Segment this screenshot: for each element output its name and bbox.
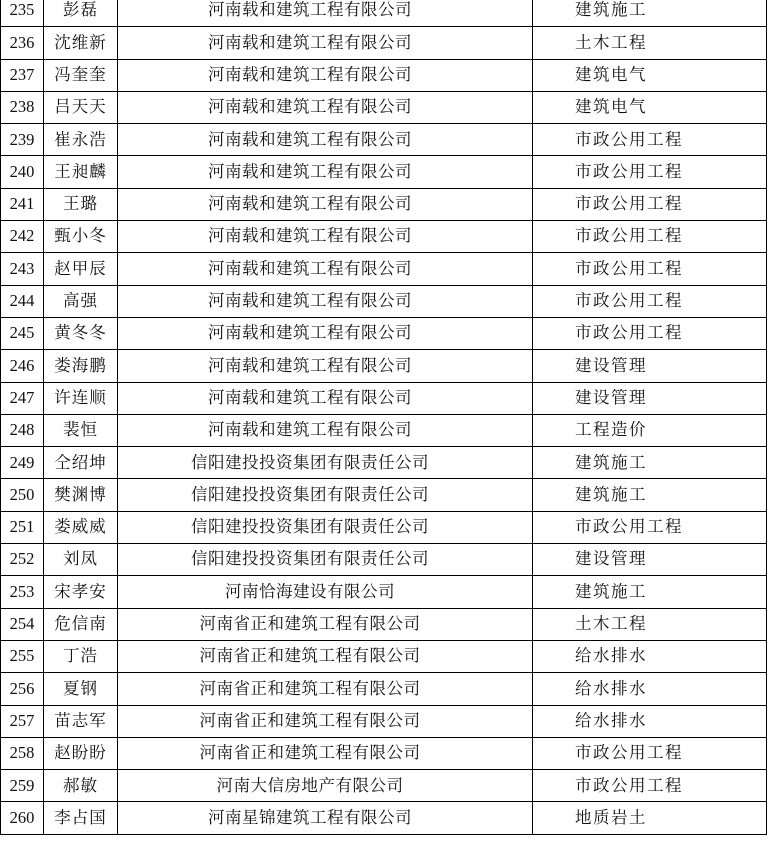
person-name: 娄威威 — [44, 511, 118, 543]
specialty: 市政公用工程 — [533, 737, 767, 769]
table-row — [1, 544, 767, 576]
person-name: 吕天天 — [44, 91, 118, 123]
specialty: 土木工程 — [533, 608, 767, 640]
person-name: 崔永浩 — [44, 124, 118, 156]
person-name: 危信南 — [44, 608, 118, 640]
table-row — [1, 317, 767, 349]
person-name: 彭磊 — [44, 0, 118, 27]
specialty: 土木工程 — [533, 27, 767, 59]
table-row — [1, 770, 767, 802]
row-number: 249 — [1, 447, 44, 479]
specialty: 建筑施工 — [533, 576, 767, 608]
row-number: 254 — [1, 608, 44, 640]
specialty: 市政公用工程 — [533, 124, 767, 156]
company-name: 河南载和建筑工程有限公司 — [118, 27, 533, 59]
row-number: 260 — [1, 802, 44, 834]
person-name: 郝敏 — [44, 770, 118, 802]
specialty: 给水排水 — [533, 673, 767, 705]
row-number: 256 — [1, 673, 44, 705]
specialty: 建设管理 — [533, 544, 767, 576]
table-row — [1, 640, 767, 672]
table-row — [1, 737, 767, 769]
company-name: 河南省正和建筑工程有限公司 — [118, 608, 533, 640]
person-name: 黄冬冬 — [44, 317, 118, 349]
table-row — [1, 221, 767, 253]
row-number: 245 — [1, 317, 44, 349]
person-name: 娄海鹏 — [44, 350, 118, 382]
specialty: 市政公用工程 — [533, 770, 767, 802]
specialty: 建设管理 — [533, 350, 767, 382]
row-number: 258 — [1, 737, 44, 769]
person-name: 丁浩 — [44, 640, 118, 672]
table-row — [1, 188, 767, 220]
person-name: 冯奎奎 — [44, 59, 118, 91]
table-row — [1, 479, 767, 511]
company-name: 河南载和建筑工程有限公司 — [118, 156, 533, 188]
row-number: 244 — [1, 285, 44, 317]
table-row — [1, 802, 767, 834]
company-name: 河南载和建筑工程有限公司 — [118, 0, 533, 27]
specialty: 建筑施工 — [533, 447, 767, 479]
row-number: 239 — [1, 124, 44, 156]
person-name: 甄小冬 — [44, 221, 118, 253]
roster-table-body — [1, 0, 767, 834]
specialty: 地质岩土 — [533, 802, 767, 834]
person-name: 赵甲辰 — [44, 253, 118, 285]
row-number: 247 — [1, 382, 44, 414]
table-row — [1, 350, 767, 382]
table-row — [1, 27, 767, 59]
company-name: 河南载和建筑工程有限公司 — [118, 59, 533, 91]
row-number: 255 — [1, 640, 44, 672]
row-number: 243 — [1, 253, 44, 285]
company-name: 河南载和建筑工程有限公司 — [118, 350, 533, 382]
row-number: 252 — [1, 544, 44, 576]
company-name: 河南载和建筑工程有限公司 — [118, 285, 533, 317]
specialty: 工程造价 — [533, 414, 767, 446]
company-name: 河南星锦建筑工程有限公司 — [118, 802, 533, 834]
company-name: 河南载和建筑工程有限公司 — [118, 253, 533, 285]
row-number: 240 — [1, 156, 44, 188]
row-number: 248 — [1, 414, 44, 446]
company-name: 河南载和建筑工程有限公司 — [118, 414, 533, 446]
person-name: 高强 — [44, 285, 118, 317]
table-row — [1, 414, 767, 446]
person-name: 赵盼盼 — [44, 737, 118, 769]
person-name: 宋孝安 — [44, 576, 118, 608]
company-name: 河南恰海建设有限公司 — [118, 576, 533, 608]
company-name: 河南载和建筑工程有限公司 — [118, 124, 533, 156]
specialty: 市政公用工程 — [533, 253, 767, 285]
company-name: 河南载和建筑工程有限公司 — [118, 382, 533, 414]
table-row — [1, 91, 767, 123]
person-name: 许连顺 — [44, 382, 118, 414]
table-row — [1, 253, 767, 285]
table-row — [1, 0, 767, 27]
company-name: 河南省正和建筑工程有限公司 — [118, 640, 533, 672]
company-name: 河南大信房地产有限公司 — [118, 770, 533, 802]
row-number: 242 — [1, 221, 44, 253]
person-name: 刘凤 — [44, 544, 118, 576]
company-name: 河南载和建筑工程有限公司 — [118, 317, 533, 349]
table-row — [1, 156, 767, 188]
specialty: 市政公用工程 — [533, 156, 767, 188]
specialty: 市政公用工程 — [533, 221, 767, 253]
table-row — [1, 511, 767, 543]
person-name: 李占国 — [44, 802, 118, 834]
person-name: 沈维新 — [44, 27, 118, 59]
company-name: 河南省正和建筑工程有限公司 — [118, 705, 533, 737]
row-number: 251 — [1, 511, 44, 543]
table-row — [1, 447, 767, 479]
person-name: 夏钢 — [44, 673, 118, 705]
specialty: 市政公用工程 — [533, 285, 767, 317]
company-name: 信阳建投投资集团有限责任公司 — [118, 511, 533, 543]
company-name: 信阳建投投资集团有限责任公司 — [118, 479, 533, 511]
company-name: 河南载和建筑工程有限公司 — [118, 221, 533, 253]
person-name: 王璐 — [44, 188, 118, 220]
row-number: 237 — [1, 59, 44, 91]
specialty: 市政公用工程 — [533, 317, 767, 349]
person-name: 樊渊博 — [44, 479, 118, 511]
specialty: 建筑施工 — [533, 479, 767, 511]
company-name: 信阳建投投资集团有限责任公司 — [118, 447, 533, 479]
row-number: 235 — [1, 0, 44, 27]
specialty: 建筑电气 — [533, 91, 767, 123]
specialty: 建筑电气 — [533, 59, 767, 91]
table-row — [1, 285, 767, 317]
table-row — [1, 608, 767, 640]
row-number: 250 — [1, 479, 44, 511]
row-number: 257 — [1, 705, 44, 737]
row-number: 236 — [1, 27, 44, 59]
company-name: 河南省正和建筑工程有限公司 — [118, 737, 533, 769]
specialty: 市政公用工程 — [533, 511, 767, 543]
person-name: 王昶麟 — [44, 156, 118, 188]
table-row — [1, 576, 767, 608]
person-name: 苗志军 — [44, 705, 118, 737]
specialty: 给水排水 — [533, 640, 767, 672]
row-number: 253 — [1, 576, 44, 608]
table-row — [1, 59, 767, 91]
company-name: 河南载和建筑工程有限公司 — [118, 91, 533, 123]
specialty: 建设管理 — [533, 382, 767, 414]
table-row — [1, 705, 767, 737]
row-number: 246 — [1, 350, 44, 382]
person-name: 裴恒 — [44, 414, 118, 446]
table-row — [1, 382, 767, 414]
table-row — [1, 673, 767, 705]
row-number: 259 — [1, 770, 44, 802]
specialty: 给水排水 — [533, 705, 767, 737]
table-row — [1, 124, 767, 156]
company-name: 信阳建投投资集团有限责任公司 — [118, 544, 533, 576]
person-name: 仝绍坤 — [44, 447, 118, 479]
company-name: 河南省正和建筑工程有限公司 — [118, 673, 533, 705]
company-name: 河南载和建筑工程有限公司 — [118, 188, 533, 220]
row-number: 241 — [1, 188, 44, 220]
row-number: 238 — [1, 91, 44, 123]
specialty: 市政公用工程 — [533, 188, 767, 220]
specialty: 建筑施工 — [533, 0, 767, 27]
